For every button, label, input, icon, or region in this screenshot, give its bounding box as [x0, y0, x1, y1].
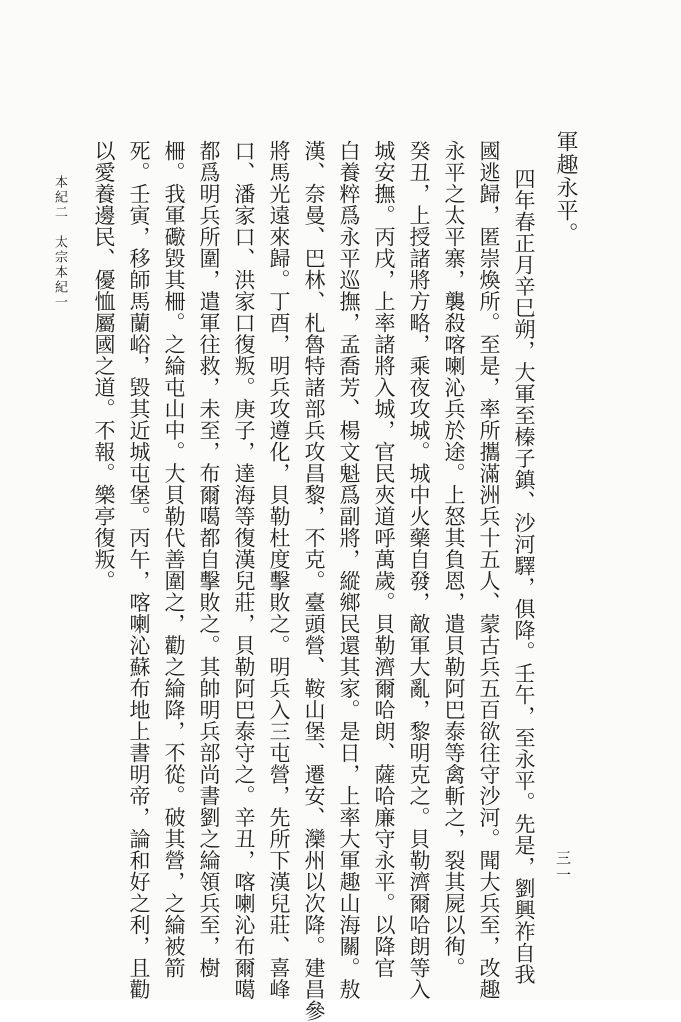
- running-title: 本紀二 太宗本紀一: [52, 175, 67, 310]
- text-column-7: 漢、奈曼、巴林、札魯特諸部兵攻昌黎，不克。臺頭營、鞍山堡、遷安、灤州以次降。建昌參: [302, 140, 326, 1022]
- text-column-9: 口、潘家口、洪家口復叛。庚子，達海等復漢兒莊，貝勒阿巴泰守之。辛丑，喀喇沁布爾噶: [232, 140, 256, 1000]
- text-column-11: 柵。我軍礮毀其柵。之綸屯山中。大貝勒代善圍之，勸之綸降，不從。破其營，之綸被箭: [162, 140, 186, 979]
- text-column-3: 永平之太平寨，襲殺喀喇沁兵於途。上怒其負恩，遣貝勒阿巴泰等禽斬之，裂其屍以徇。: [442, 140, 466, 979]
- text-column-6: 白養粹爲永平巡撫，孟喬芳、楊文魁爲副將，縱鄉民還其家。是日，上率大軍趣山海關。敖: [337, 140, 361, 1000]
- text-column-12: 死。壬寅，移師馬蘭峪，毀其近城屯堡。丙午，喀喇沁蘇布地上書明帝，論和好之利，且勸: [127, 140, 151, 1000]
- text-column-2: 國逃歸，匿崇煥所。至是，率所攜滿洲兵十五人、蒙古兵五百欲往守沙河。聞大兵至，改趣: [477, 140, 501, 1000]
- section-heading: 軍趣永平。: [553, 130, 578, 245]
- text-column-4: 癸丑，上授諸將方略，乘夜攻城。城中火藥自發，敵軍大亂，黎明克之。貝勒濟爾哈朗等入: [407, 140, 431, 1000]
- text-column-10: 都爲明兵所圍，遣軍往救，未至，布爾噶都自擊敗之。其帥明兵部尚書劉之綸領兵至，樹: [197, 140, 221, 979]
- page-number: 三一: [554, 850, 572, 884]
- text-column-8: 將馬光遠來歸。丁酉，明兵攻遵化，貝勒杜度擊敗之。明兵入三屯營，先所下漢兒莊、喜峰: [267, 140, 291, 1000]
- text-column-5: 城安撫。丙戌，上率諸將入城，官民夾道呼萬歲。貝勒濟爾哈朗、薩哈廉守永平。以降官: [372, 140, 396, 979]
- text-column-1: 四年春正月辛巳朔，大軍至榛子鎮、沙河驛，俱降。壬午，至永平。先是，劉興祚自我: [512, 168, 536, 985]
- text-column-13: 以愛養邊民、優恤屬國之道。不報。樂亭復叛。: [92, 140, 116, 592]
